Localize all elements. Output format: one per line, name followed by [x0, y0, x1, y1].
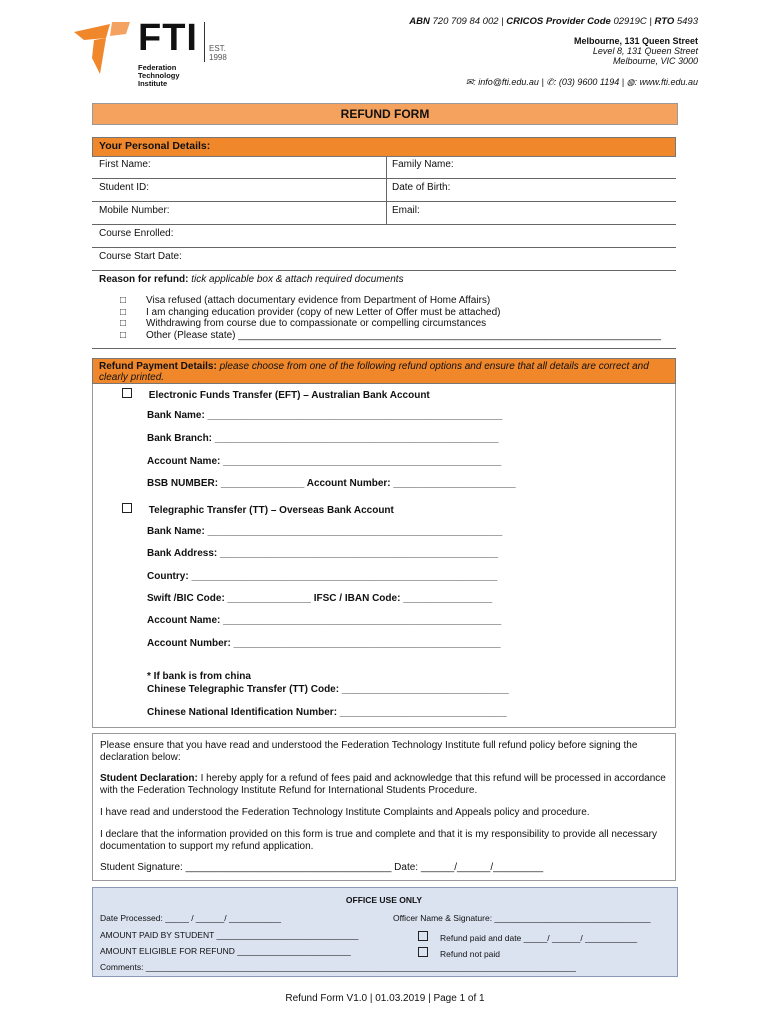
true-complete-statement: I declare that the information provided on this form is true and complete and that it is my responsibility to provide all necessary documentation to support my refund application.	[100, 829, 657, 852]
logo-brand: FTI	[138, 17, 198, 59]
china-national-id[interactable]: Chinese National Identification Number: ______________________________	[147, 707, 507, 718]
mobile-field[interactable]: Mobile Number:	[99, 205, 170, 216]
checkbox-icon: □	[120, 318, 127, 329]
reason-change-provider[interactable]: □ I am changing education provider (copy of new Letter of Offer must be attached)	[120, 306, 501, 318]
tt-country[interactable]: Country: _______________________________________________________	[147, 571, 498, 582]
officer-name-signature[interactable]: Officer Name & Signature: _________________________________	[393, 913, 651, 923]
address-line2: Melbourne, VIC 3000	[612, 56, 698, 66]
eft-bank-name[interactable]: Bank Name: _____________________________________________________	[147, 410, 503, 421]
eft-account-name[interactable]: Account Name: __________________________________________________	[147, 456, 502, 467]
page-footer: Refund Form V1.0 | 01.03.2019 | Page 1 of 1	[285, 993, 485, 1004]
address-line1: Level 8, 131 Queen Street	[592, 46, 698, 56]
amount-eligible[interactable]: AMOUNT ELIGIBLE FOR REFUND ________________________	[100, 946, 351, 956]
date-processed[interactable]: Date Processed: _____ / ______/ ___________	[100, 913, 282, 923]
tt-option[interactable]: Telegraphic Transfer (TT) – Overseas Bank Account	[122, 503, 394, 516]
reason-other[interactable]: □ Other (Please state) ____________________________________________________________________________	[120, 329, 661, 341]
refund-payment-heading: Refund Payment Details: please choose from one of the following refund options and ensure that all details are correct and clearly printed.	[92, 358, 676, 384]
form-title: REFUND FORM	[92, 103, 678, 125]
first-name-field[interactable]: First Name:	[99, 159, 151, 170]
globe-icon: ◍	[626, 77, 635, 87]
tt-swift-iban[interactable]: Swift /BIC Code: _______________ IFSC / IBAN Code: ________________	[147, 593, 493, 604]
dob-field[interactable]: Date of Birth:	[392, 182, 451, 193]
complaints-statement: I have read and understood the Federation Technology Institute Complaints and Appeals policy and procedure.	[100, 807, 590, 818]
checkbox-icon: □	[120, 329, 127, 341]
signature-line[interactable]: Student Signature: _____________________________________ Date: ______/______/_________	[100, 862, 544, 873]
contact-line: ✉: info@fti.edu.au | ✆: (03) 9600 1194 | ◍: www.fti.edu.au	[465, 77, 698, 87]
china-tt-code[interactable]: Chinese Telegraphic Transfer (TT) Code: ______________________________	[147, 684, 509, 695]
eft-checkbox[interactable]	[122, 388, 132, 398]
eft-option[interactable]: Electronic Funds Transfer (EFT) – Australian Bank Account	[122, 388, 430, 401]
reason-withdrawing[interactable]: □ Withdrawing from course due to compassionate or compelling circumstances	[120, 318, 487, 329]
china-note: * If bank is from china	[147, 671, 251, 682]
refund-not-paid-option[interactable]: Refund not paid	[418, 947, 500, 959]
comments-field[interactable]: Comments: ___________________________________________________________________________________________	[100, 962, 576, 972]
checkbox-icon: □	[120, 306, 127, 318]
tt-bank-name[interactable]: Bank Name: _____________________________________________________	[147, 526, 503, 537]
office-use-title: OFFICE USE ONLY	[345, 895, 423, 905]
email-field[interactable]: Email:	[392, 205, 420, 216]
tt-bank-address[interactable]: Bank Address: __________________________________________________	[147, 548, 499, 559]
reason-visa[interactable]: □ Visa refused (attach documentary evidence from Department of Home Affairs)	[120, 295, 491, 306]
student-id-field[interactable]: Student ID:	[99, 182, 150, 193]
refund-not-paid-checkbox[interactable]	[418, 947, 428, 957]
reason-label: Reason for refund: tick applicable box & attach required documents	[99, 274, 404, 285]
fti-logo-mark-icon	[72, 20, 132, 76]
student-declaration: Student Declaration: I hereby apply for a refund of fees paid and acknowledge that this refund will be processed in accordance with the Federation Technology Institute Refund for International Students Procedure.	[100, 773, 666, 796]
reasons-list	[120, 295, 661, 341]
tt-checkbox[interactable]	[122, 503, 132, 513]
campus: Melbourne, 131 Queen Street	[573, 36, 698, 46]
eft-bsb-account-number[interactable]: BSB NUMBER: _______________ Account Number: ______________________	[147, 478, 516, 489]
checkbox-icon: □	[120, 295, 127, 306]
refund-paid-option[interactable]: Refund paid and date _____/ ______/ ___________	[418, 931, 637, 943]
mail-icon: ✉	[465, 77, 474, 87]
tt-account-number[interactable]: Account Number: ________________________________________________	[147, 638, 501, 649]
tt-account-name[interactable]: Account Name: __________________________________________________	[147, 615, 502, 626]
family-name-field[interactable]: Family Name:	[392, 159, 454, 170]
course-enrolled-field[interactable]: Course Enrolled:	[99, 228, 174, 239]
course-start-field[interactable]: Course Start Date:	[99, 251, 182, 262]
declaration-intro: Please ensure that you have read and understood the Federation Technology Institute full refund policy before signing the declaration below:	[100, 740, 638, 763]
eft-bank-branch[interactable]: Bank Branch: ___________________________________________________	[147, 433, 499, 444]
fti-logo	[72, 18, 232, 90]
logo-institute-name: Federation Technology Institute	[138, 63, 180, 88]
amount-paid[interactable]: AMOUNT PAID BY STUDENT ______________________________	[100, 930, 359, 940]
personal-details-heading: Your Personal Details:	[92, 137, 676, 157]
refund-paid-checkbox[interactable]	[418, 931, 428, 941]
phone-icon: ✆	[546, 77, 554, 87]
abn-line: ABN 720 709 84 002 | CRICOS Provider Code 02919C | RTO 5493	[409, 16, 698, 27]
logo-est: EST. 1998	[209, 44, 227, 62]
